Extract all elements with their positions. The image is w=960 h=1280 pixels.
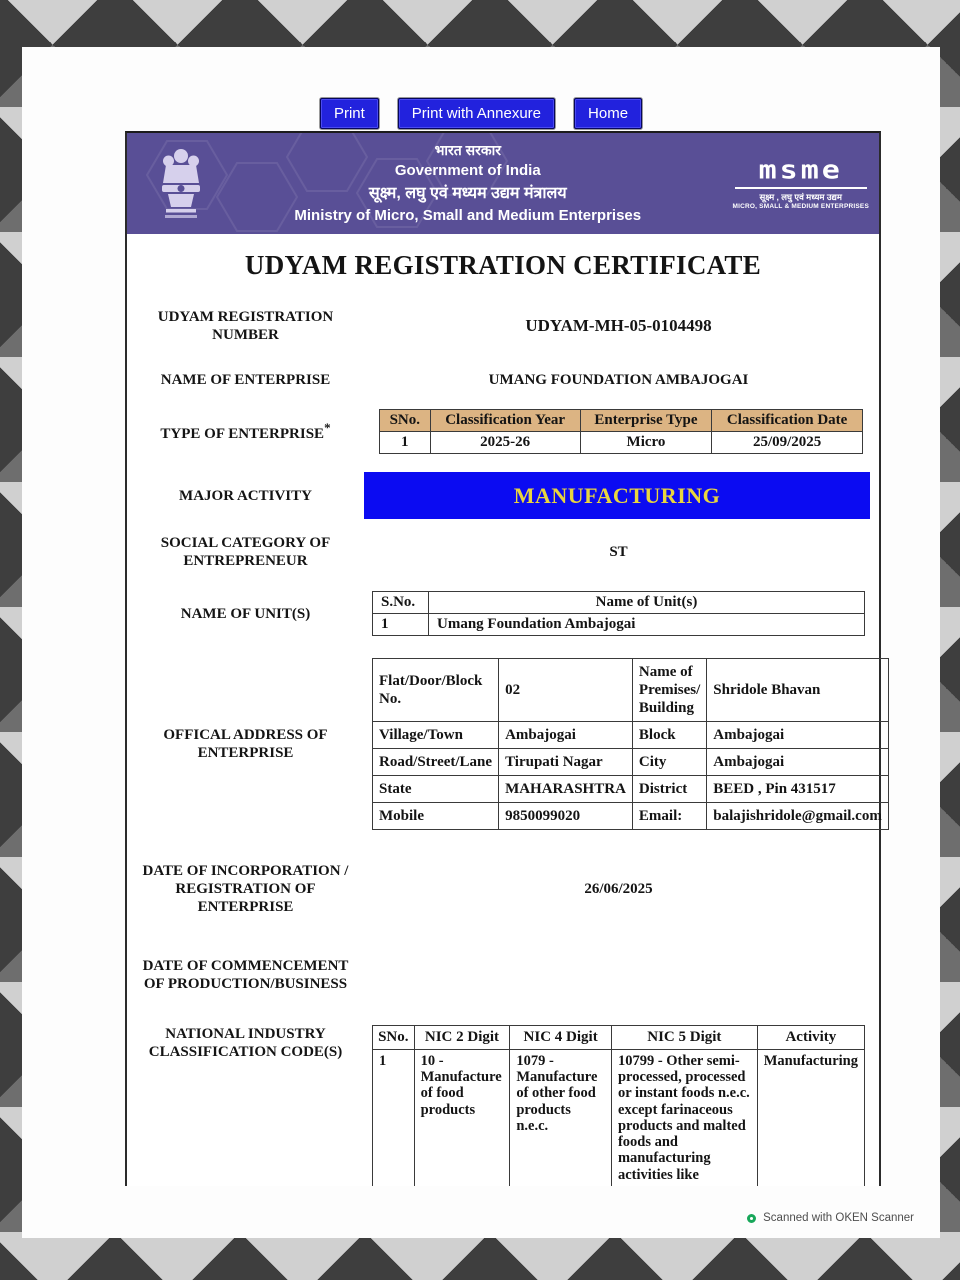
major-activity-value: MANUFACTURING — [513, 482, 721, 508]
home-button[interactable]: Home — [574, 98, 642, 129]
table-cell: 1 — [373, 614, 429, 636]
date-of-incorporation-value: 26/06/2025 — [584, 881, 653, 897]
table-cell: Mobile — [373, 803, 499, 830]
social-category-label: SOCIAL CATEGORY OF ENTREPRENEUR — [160, 535, 331, 569]
table-header-cell: NIC 2 Digit — [414, 1026, 510, 1050]
date-of-commencement-label: DATE OF COMMENCEMENT OF PRODUCTION/BUSINESS — [142, 958, 349, 992]
table-cell: City — [632, 749, 706, 776]
table-cell: State — [373, 776, 499, 803]
table-cell: 1 — [380, 432, 431, 454]
table-header-cell: SNo. — [373, 1026, 415, 1050]
table-cell: Ambajogai — [707, 749, 889, 776]
government-header-banner — [127, 133, 879, 234]
table-cell: 25/09/2025 — [712, 432, 863, 454]
msme-logo-english-tagline: MICRO, SMALL & MEDIUM ENTERPRISES — [732, 203, 869, 210]
toolbar — [22, 98, 940, 129]
table-row — [373, 614, 865, 636]
asterisk-mark: * — [324, 420, 331, 435]
table-row — [373, 803, 889, 830]
table-header-cell: Activity — [757, 1026, 864, 1050]
print-with-annexure-button[interactable]: Print with Annexure — [398, 98, 555, 129]
table-cell: 9850099020 — [499, 803, 633, 830]
certificate-body — [125, 131, 881, 1186]
type-of-enterprise-row — [127, 409, 879, 454]
table-cell: 10 - Manufacture of food products — [414, 1050, 510, 1186]
social-category-row — [127, 533, 879, 571]
table-cell: Village/Town — [373, 722, 499, 749]
type-of-enterprise-label: TYPE OF ENTERPRISE* — [160, 420, 331, 442]
table-header-cell: Classification Date — [712, 410, 863, 432]
official-address-label: OFFICAL ADDRESS OF ENTERPRISE — [163, 727, 328, 761]
table-header-cell: NIC 4 Digit — [510, 1026, 612, 1050]
msme-logo-divider — [735, 187, 868, 189]
table-header-cell: Classification Year — [430, 410, 580, 432]
table-row — [380, 432, 863, 454]
table-cell: District — [632, 776, 706, 803]
registration-number-row — [127, 305, 879, 347]
header-hindi-ministry: सूक्ष्म, लघु एवं मध्यम उद्यम मंत्रालय — [368, 185, 567, 203]
table-cell: Micro — [580, 432, 712, 454]
major-activity-banner — [364, 472, 870, 519]
units-table — [372, 591, 865, 636]
msme-logo — [733, 157, 870, 210]
national-emblem-icon — [159, 147, 203, 221]
table-row — [373, 659, 889, 722]
header-hindi-government: भारत सरकार — [434, 142, 501, 158]
table-cell: Block — [632, 722, 706, 749]
address-table — [372, 658, 889, 830]
print-button[interactable]: Print — [320, 98, 379, 129]
table-header-cell: NIC 5 Digit — [611, 1026, 757, 1050]
table-row — [373, 776, 889, 803]
scanned-document-page — [22, 47, 940, 1238]
social-category-value: ST — [609, 544, 628, 560]
table-cell: Ambajogai — [707, 722, 889, 749]
table-cell: Ambajogai — [499, 722, 633, 749]
major-activity-row — [127, 472, 879, 519]
nic-table — [372, 1025, 865, 1186]
table-cell: Manufacturing — [757, 1050, 864, 1186]
oken-scanner-icon — [747, 1214, 756, 1223]
table-cell: MAHARASHTRA — [499, 776, 633, 803]
table-cell: Email: — [632, 803, 706, 830]
table-cell: Name of Premises/ Building — [632, 659, 706, 722]
scanner-attribution — [747, 1212, 914, 1224]
table-cell: 02 — [499, 659, 633, 722]
table-header-cell: Enterprise Type — [580, 410, 712, 432]
table-row — [373, 722, 889, 749]
table-row — [373, 749, 889, 776]
table-row — [373, 1050, 865, 1186]
official-address-row — [127, 658, 882, 830]
name-of-units-label: NAME OF UNIT(S) — [180, 605, 311, 622]
table-cell: Flat/Door/Block No. — [373, 659, 499, 722]
table-header-cell: S.No. — [373, 592, 429, 614]
nic-codes-label: NATIONAL INDUSTRY CLASSIFICATION CODE(S) — [148, 1026, 343, 1060]
header-english-ministry: Ministry of Micro, Small and Medium Enterprises — [294, 207, 642, 225]
scanner-attribution-text: Scanned with OKEN Scanner — [763, 1212, 914, 1224]
msme-logo-hindi-tagline: सूक्ष्म , लघु एवं मध्यम उद्यम — [759, 192, 842, 202]
type-of-enterprise-table — [379, 409, 863, 454]
major-activity-label: MAJOR ACTIVITY — [179, 487, 312, 504]
date-of-incorporation-row — [127, 853, 879, 925]
table-cell: 10799 - Other semi-processed, processed or instant foods n.e.c. except farinaceous products and malted foods and manufacturing activities like — [611, 1050, 757, 1186]
date-of-incorporation-label: DATE OF INCORPORATION / REGISTRATION OF ENTERPRISE — [142, 863, 349, 915]
name-of-units-row — [127, 591, 879, 636]
table-cell: BEED , Pin 431517 — [707, 776, 889, 803]
msme-logo-wordmark: msme — [758, 155, 843, 186]
table-cell: Shridole Bhavan — [707, 659, 889, 722]
enterprise-name-value: UMANG FOUNDATION AMBAJOGAI — [488, 372, 749, 388]
header-english-government: Government of India — [394, 162, 541, 180]
certificate-title: UDYAM REGISTRATION CERTIFICATE — [244, 250, 762, 280]
table-cell: Umang Foundation Ambajogai — [429, 614, 865, 636]
header-text-block — [203, 140, 733, 227]
registration-number-label: UDYAM REGISTRATION NUMBER — [157, 309, 334, 343]
registration-number-value: UDYAM-MH-05-0104498 — [525, 316, 712, 335]
table-cell: 1 — [373, 1050, 415, 1186]
table-cell: 2025-26 — [430, 432, 580, 454]
table-header-cell: Name of Unit(s) — [429, 592, 865, 614]
enterprise-name-label: NAME OF ENTERPRISE — [160, 372, 331, 388]
table-header-cell: SNo. — [380, 410, 431, 432]
table-cell: balajishridole@gmail.com — [707, 803, 889, 830]
enterprise-name-row — [127, 371, 879, 389]
table-cell: 1079 - Manufacture of other food products n.e.c. — [510, 1050, 612, 1186]
table-cell: Road/Street/Lane — [373, 749, 499, 776]
nic-codes-row — [127, 1025, 879, 1186]
table-cell: Tirupati Nagar — [499, 749, 633, 776]
date-of-commencement-row — [127, 948, 879, 1002]
